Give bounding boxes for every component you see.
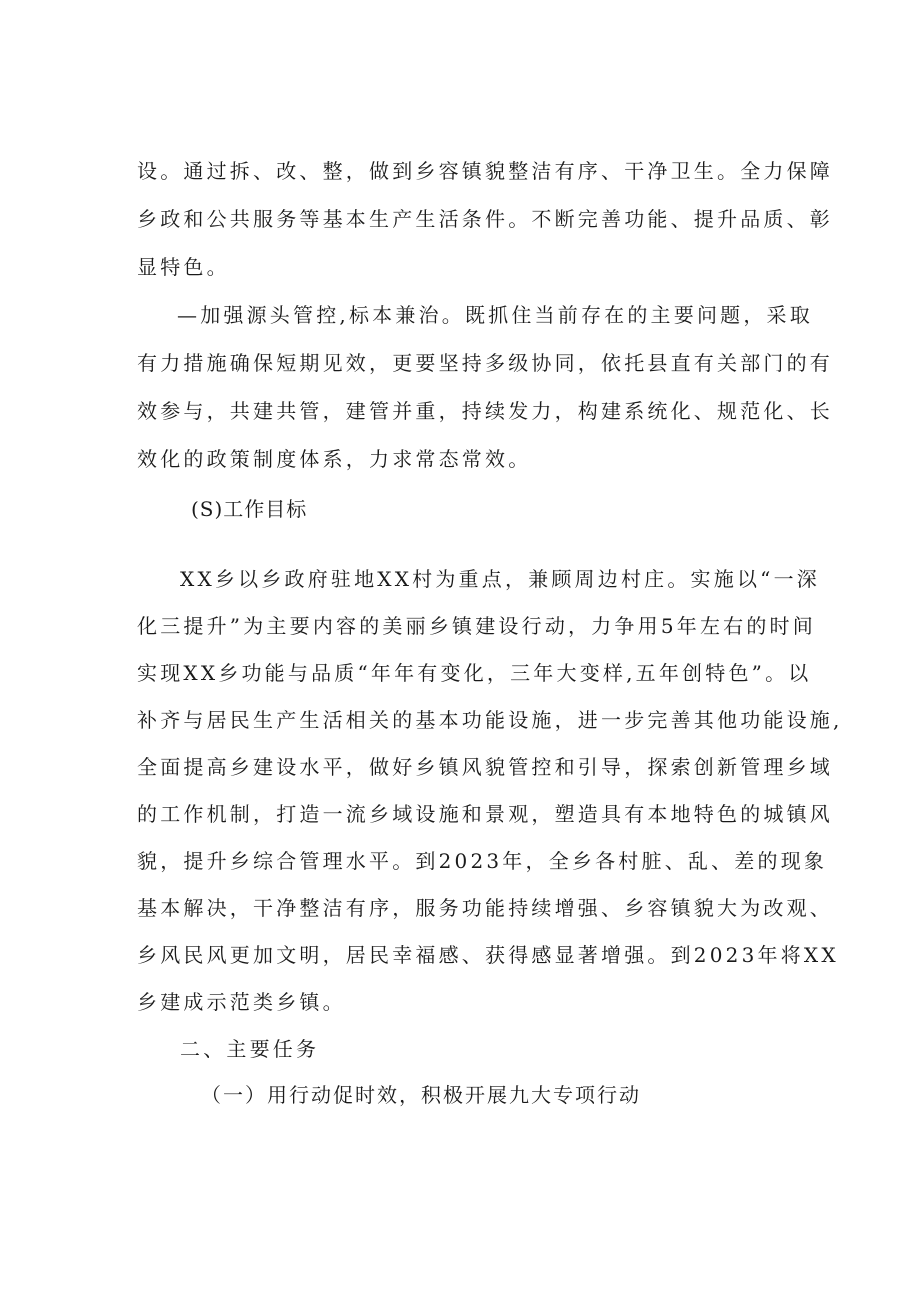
paragraph-line: 基本解决，干净整洁有序，服务功能持续增强、乡容镇貌大为改观、 <box>137 896 833 920</box>
paragraph-line: 貌，提升乡综合管理水平。到2023年，全乡各村脏、乱、差的现象 <box>137 849 828 873</box>
paragraph-line: 显特色。 <box>137 255 230 279</box>
paragraph-line: 设。通过拆、改、整，做到乡容镇貌整洁有序、干净卫生。全力保障 <box>137 159 833 183</box>
paragraph-line: 的工作机制，打造一流乡域设施和景观，塑造具有本地特色的城镇风 <box>137 802 833 826</box>
paragraph-line: 有力措施确保短期见效，更要坚持多级协同，依托县直有关部门的有 <box>137 351 833 375</box>
section-heading-goals: (S)工作目标 <box>191 497 308 521</box>
paragraph-line: 效参与，共建共管，建管并重，持续发力，构建系统化、规范化、长 <box>137 399 833 423</box>
paragraph-line: XX乡以乡政府驻地XX村为重点，兼顾周边村庄。实施以“一深 <box>180 567 820 591</box>
paragraph-line: 补齐与居民生产生活相关的基本功能设施，进一步完善其他功能设施, <box>137 708 843 732</box>
paragraph-line: 乡风民风更加文明，居民幸福感、获得感显著增强。到2023年将XX <box>137 943 839 967</box>
paragraph-line: 实现XX乡功能与品质“年年有变化，三年大变样,五年创特色”。以 <box>137 661 812 685</box>
paragraph-line: 效化的政策制度体系，力求常态常效。 <box>137 447 532 471</box>
paragraph-line: 乡政和公共服务等基本生产生活条件。不断完善功能、提升品质、彰 <box>137 207 833 231</box>
paragraph-line: —加强源头管控,标本兼治。既抓住当前存在的主要问题，采取 <box>177 303 813 327</box>
paragraph-line: 全面提高乡建设水平，做好乡镇风貌管控和引导，探索创新管理乡域 <box>137 755 833 779</box>
paragraph-line: 化三提升”为主要内容的美丽乡镇建设行动，力争用5年左右的时间 <box>137 614 816 638</box>
section-heading-tasks: 二、主要任务 <box>180 1037 320 1061</box>
paragraph-line: 乡建成示范类乡镇。 <box>137 990 346 1014</box>
subsection-heading-task-1: （一）用行动促时效，积极开展九大专项行动 <box>201 1083 641 1107</box>
